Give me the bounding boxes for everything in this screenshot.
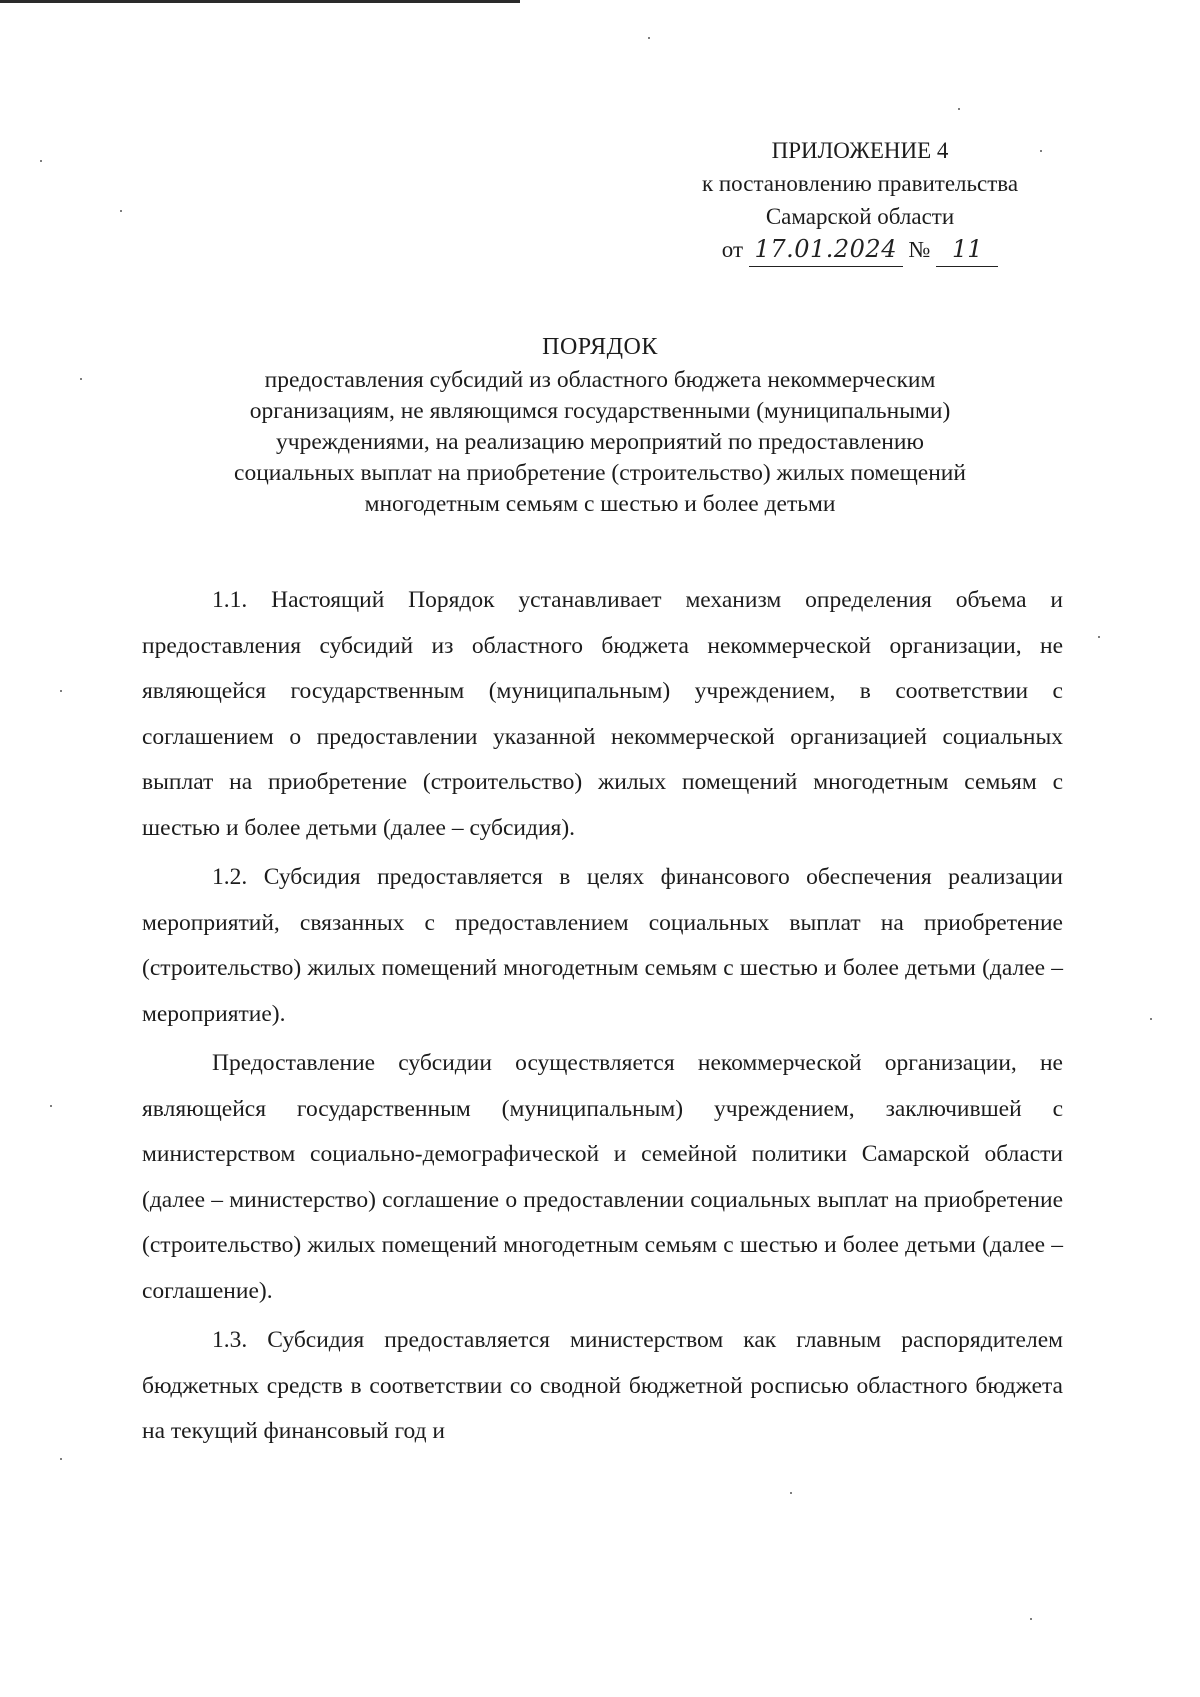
subtitle-line: учреждениями, на реализацию мероприятий по предоставлению: [276, 429, 924, 455]
appendix-header: [650, 134, 1070, 267]
scan-artifact-line: [0, 0, 520, 3]
handwritten-number: 11: [936, 233, 998, 267]
subtitle-line: многодетным семьям с шестью и более детьми: [364, 491, 836, 517]
date-prefix: от: [721, 237, 744, 262]
appendix-label: ПРИЛОЖЕНИЕ 4: [771, 138, 949, 163]
document-title: [100, 332, 1100, 520]
scan-speck: [648, 37, 650, 39]
scan-speck: [1098, 636, 1100, 638]
scan-speck: [1030, 1618, 1032, 1620]
paragraph-1-3: 1.3. Субсидия предоставляется министерством как главным распорядителем бюджетных средств в соответствии со сводной бюджетной росписью областного бюджета на текущий финансовый год и: [142, 1327, 1063, 1444]
title-heading: ПОРЯДОК: [542, 334, 658, 360]
scan-speck: [50, 1105, 52, 1107]
scan-speck: [120, 210, 122, 212]
scan-speck: [790, 1492, 792, 1494]
scan-speck: [60, 1458, 62, 1460]
paragraph-1-2-continued: Предоставление субсидии осуществляется некоммерческой организации, не являющейся государственным (муниципальным) учреждением, заключившей с министерством социально-демографической и семейной политики Самарской области (далее – министерство) соглашение о предоставлении социальных выплат на приобретение (строительство) жилых помещений многодетным семьям с шестью и более детьми (далее – соглашение).: [142, 1050, 1063, 1304]
subtitle-line: предоставления субсидий из областного бюджета некоммерческим: [264, 367, 936, 393]
region-name: Самарской области: [765, 204, 955, 229]
decree-reference: к постановлению правительства: [701, 171, 1019, 196]
number-sign: №: [908, 237, 931, 262]
subtitle-line: социальных выплат на приобретение (строительство) жилых помещений: [234, 460, 966, 486]
scan-speck: [40, 160, 42, 162]
subtitle-line: организациям, не являющимся государственными (муниципальными): [249, 398, 951, 424]
scan-speck: [60, 690, 62, 692]
decree-date-number: [650, 233, 1070, 267]
handwritten-date: 17.01.2024: [749, 233, 903, 267]
scan-speck: [1150, 1018, 1152, 1020]
scan-speck: [80, 378, 82, 380]
paragraph-1-1: 1.1. Настоящий Порядок устанавливает механизм определения объема и предоставления субсидий из областного бюджета некоммерческой организации, не являющейся государственным (муниципальным) учреждением, в соответствии с соглашением о предоставлении указанной некоммерческой организацией социальных выплат на приобретение (строительство) жилых помещений многодетным семьям с шестью и более детьми (далее – субсидия).: [142, 587, 1063, 841]
paragraph-1-2: 1.2. Субсидия предоставляется в целях финансового обеспечения реализации мероприятий, связанных с предоставлением социальных выплат на приобретение (строительство) жилых помещений многодетным семьям с шестью и более детьми (далее – мероприятие).: [142, 864, 1063, 1027]
document-body: [142, 578, 1063, 1459]
scan-speck: [958, 108, 960, 110]
